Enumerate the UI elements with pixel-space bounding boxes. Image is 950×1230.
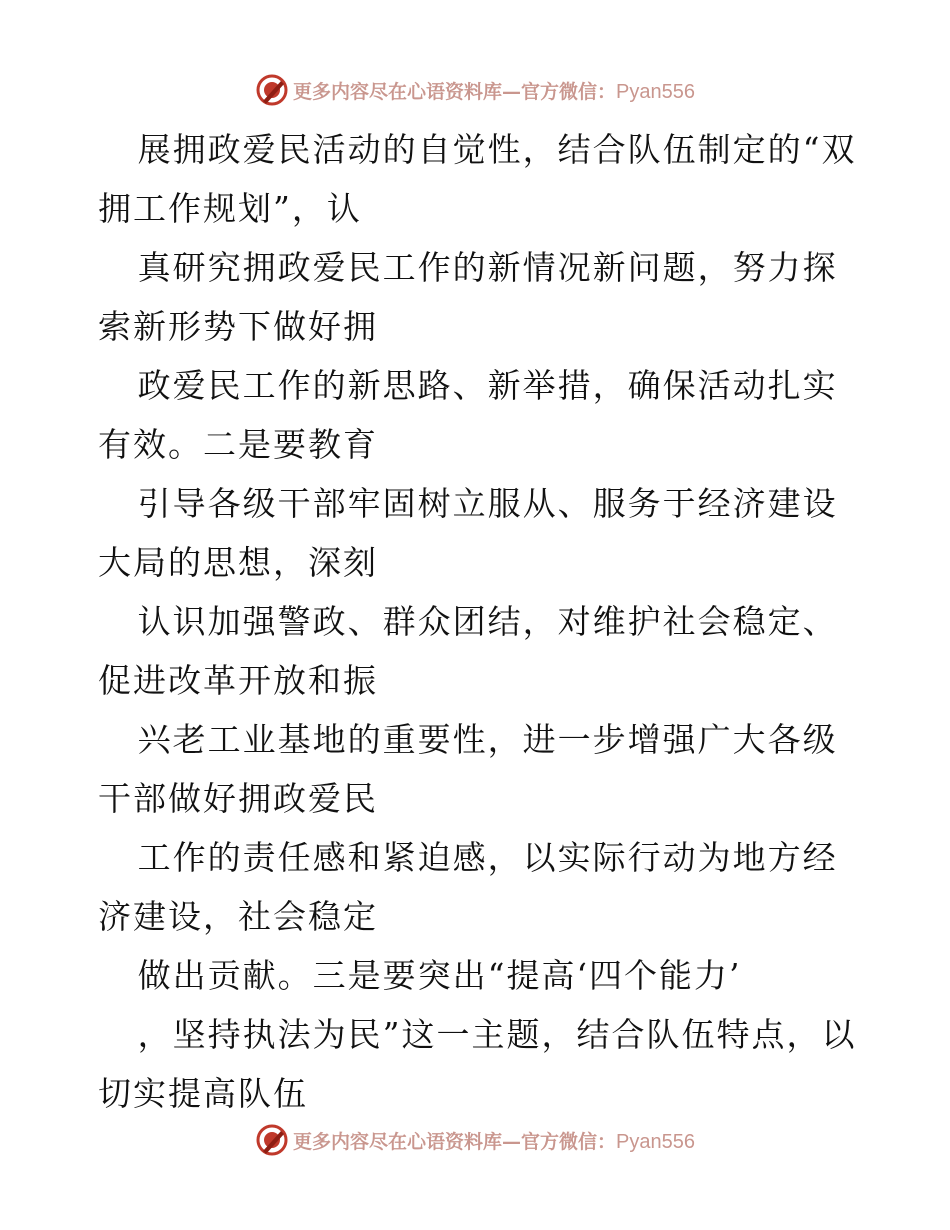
watermark-text: 更多内容尽在心语资料库—官方微信：Pyan556 [293, 1130, 695, 1153]
paragraph-2: 真研究拥政爱民工作的新情况新问题，努力探索新形势下做好拥 [98, 248, 838, 346]
watermark-text: 更多内容尽在心语资料库—官方微信：Pyan556 [293, 80, 695, 103]
paragraph-4: 引导各级干部牢固树立服从、服务于经济建设大局的思想，深刻 [98, 484, 838, 582]
paragraph-6: 兴老工业基地的重要性，进一步增强广大各级干部做好拥政爱民 [98, 720, 838, 818]
paragraph-9: ，坚持执法为民”这一主题，结合队伍特点，以切实提高队伍 [98, 1015, 857, 1113]
paragraph-7: 工作的责任感和紧迫感，以实际行动为地方经济建设，社会稳定 [98, 838, 838, 936]
paragraph-1: 展拥政爱民活动的自觉性，结合队伍制定的“双拥工作规划”，认 [98, 130, 857, 228]
paragraph-3: 政爱民工作的新思路、新举措，确保活动扎实有效。二是要教育 [98, 366, 838, 464]
paragraph-8: 做出贡献。三是要突出“提高‘四个能力’ [137, 956, 742, 995]
header-watermark [0, 70, 950, 110]
pen-emblem-icon [255, 73, 289, 107]
paragraph-5: 认识加强警政、群众团结，对维护社会稳定、促进改革开放和振 [98, 602, 838, 700]
footer-watermark [0, 1120, 950, 1160]
document-body [98, 120, 858, 1123]
pen-emblem-icon [255, 1123, 289, 1157]
